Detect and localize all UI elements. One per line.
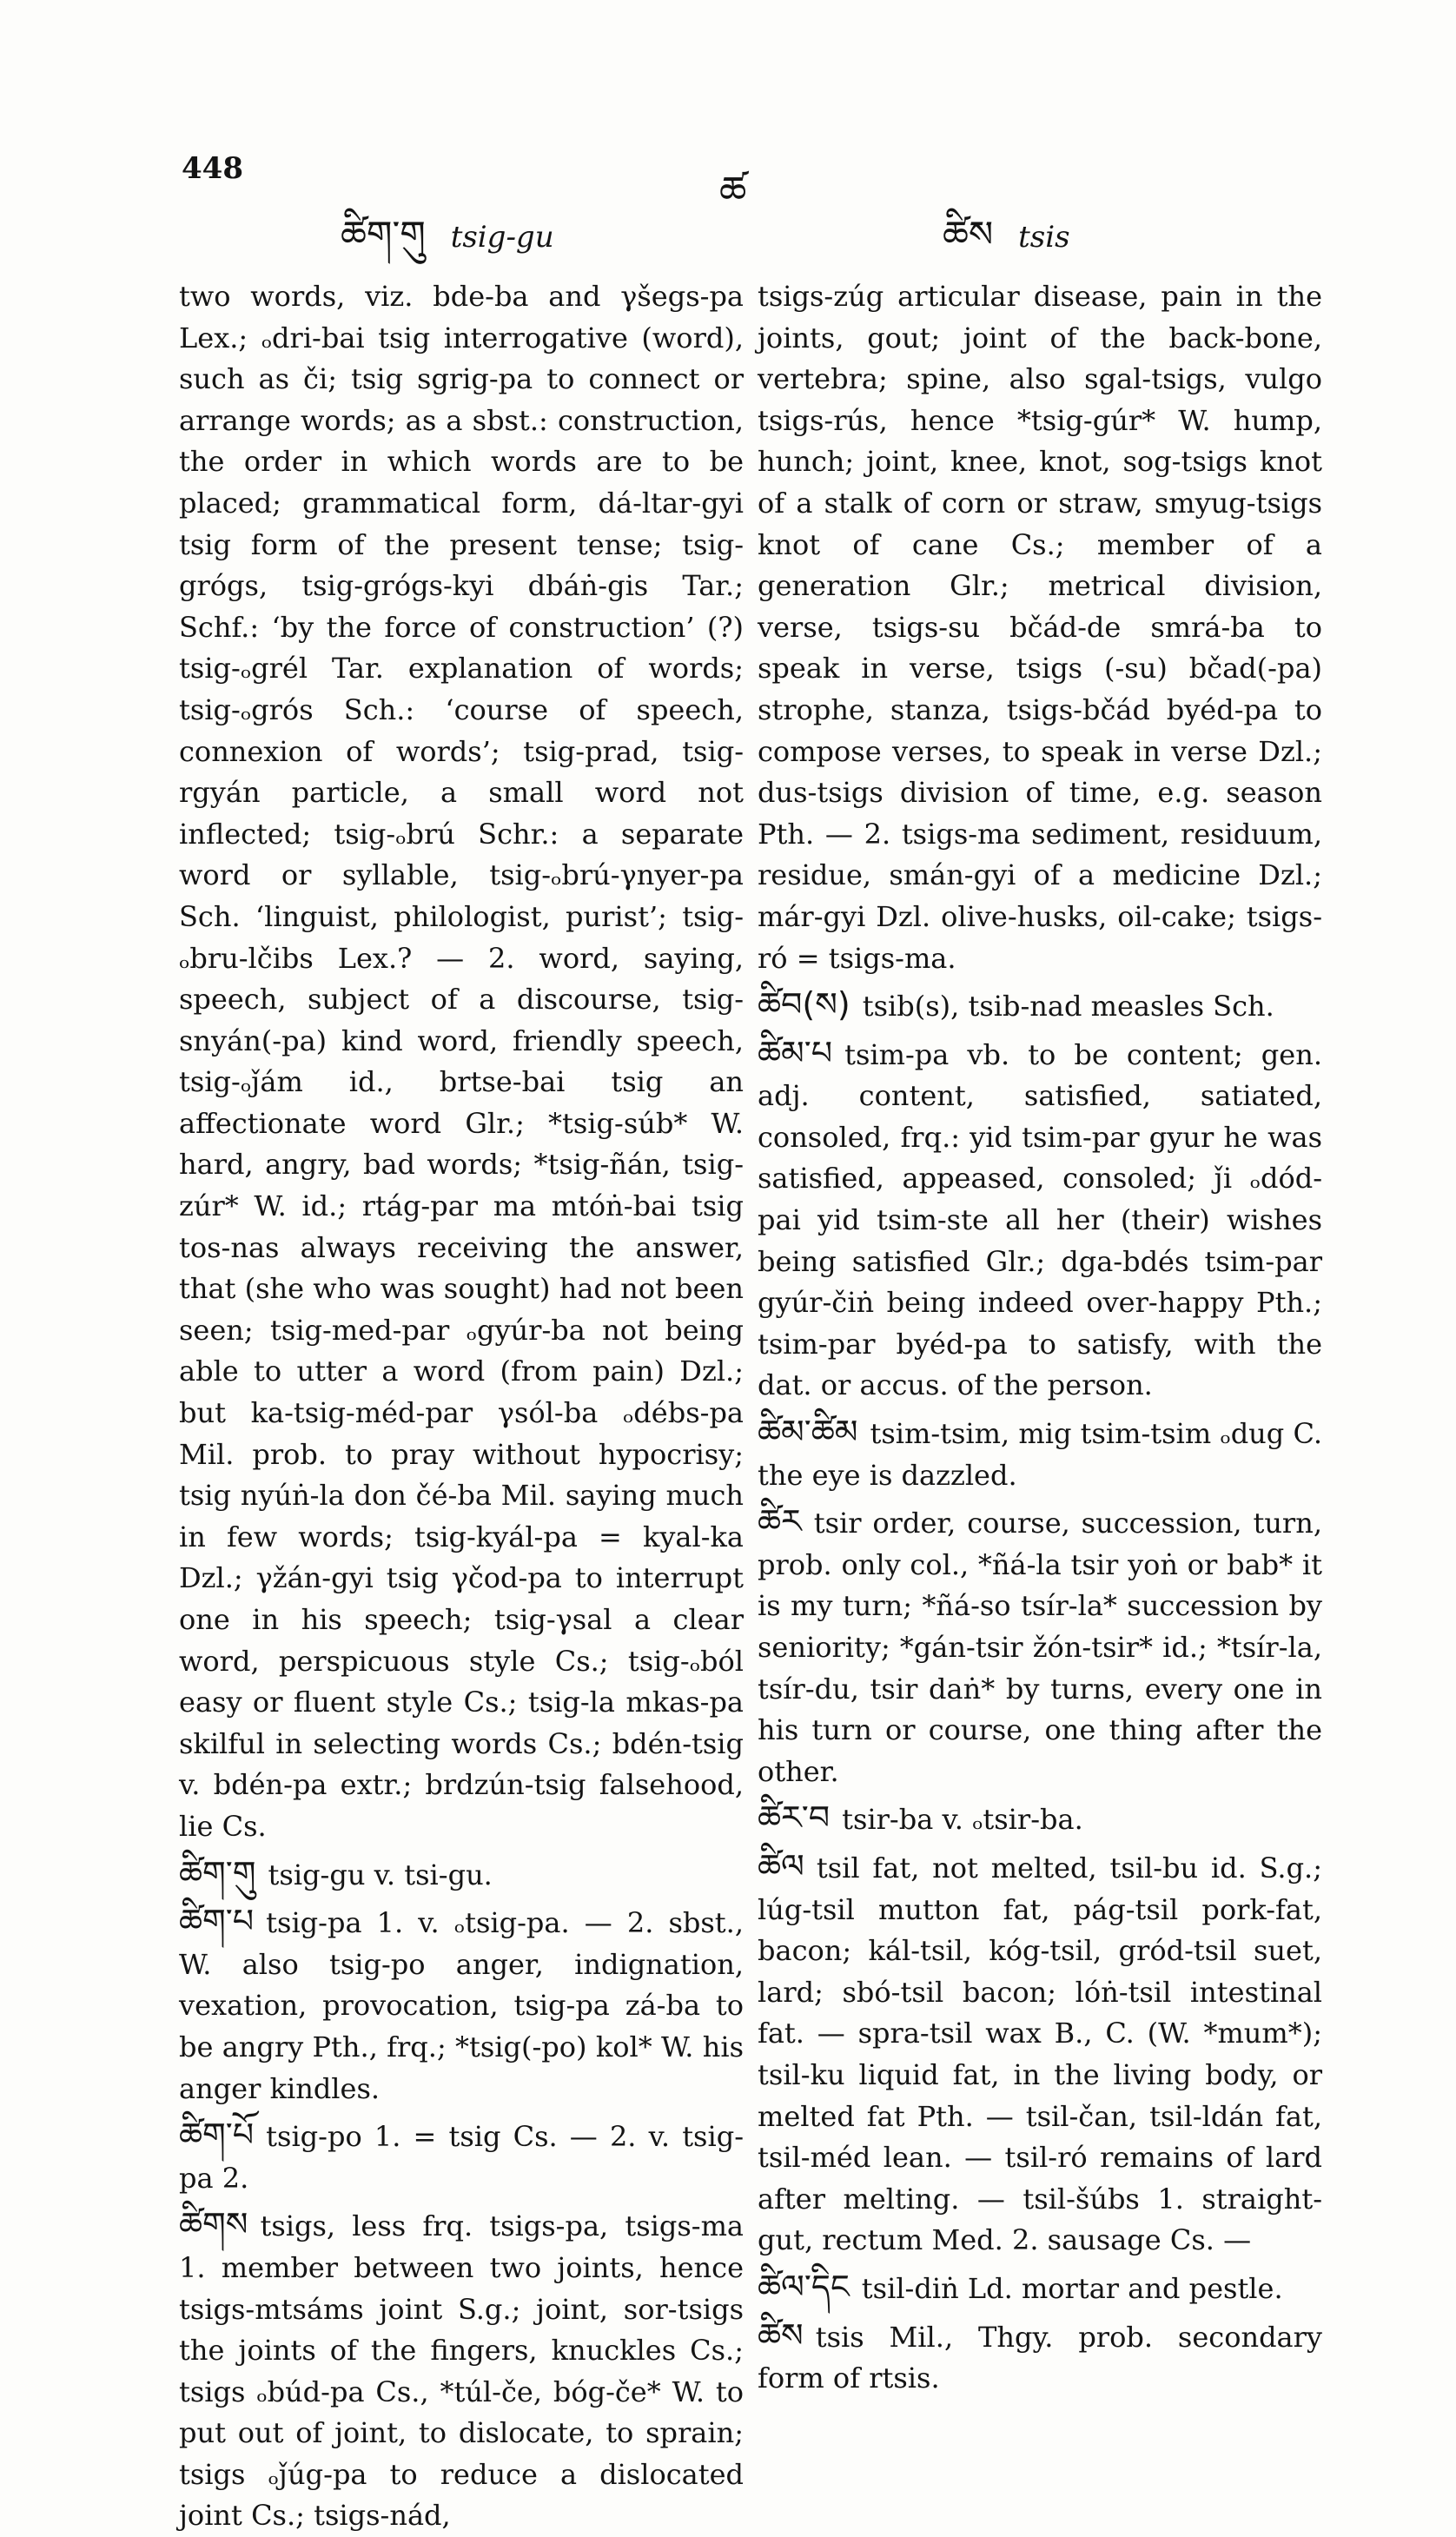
entry-text: tsis Mil., Thgy. prob. secondary form of rtsis. xyxy=(758,2320,1322,2395)
entry-text: tsir order, course, succession, turn, prob. only col., *ñá-la tsir yoṅ or bab* it is my turn; *ñá-so tsír-la* succession by seniority; *gán-tsir žón-tsir* id.; *tsír-la, tsír-du, tsir daṅ* by turns, every one in his turn or course, one thing after the other. xyxy=(758,1507,1322,1788)
dictionary-entry xyxy=(179,2204,744,2537)
entry-tibetan: ཚིག་པོ xyxy=(179,2116,255,2155)
entry-text: tsim-tsim, mig tsim-tsim ₒdug C. the eye is dazzled. xyxy=(758,1417,1322,1492)
center-letter: ཚ xyxy=(719,169,747,213)
dictionary-entry xyxy=(179,276,744,1848)
dictionary-entry xyxy=(758,1033,1322,1407)
entry-tibetan: ཚིལ་དིང xyxy=(758,2267,850,2306)
entry-tibetan: ཚིར་བ xyxy=(758,1798,831,1838)
running-head-right-tibetan: ཚིས xyxy=(943,213,994,255)
entry-text: tsig-pa 1. v. ₒtsig-pa. — 2. sbst., W. also tsig-po anger, indignation, vexation, provocation, tsig-pa zá-ba to be angry Pth., frq.; *tsig(-po) kol* W. his anger kindles. xyxy=(179,1906,744,2105)
entry-tibetan: ཚིམ་པ xyxy=(758,1033,833,1072)
dictionary-entry xyxy=(758,1798,1322,1841)
dictionary-entry xyxy=(179,1853,744,1897)
entry-text: tsim-pa vb. to be content; gen. adj. content, satisfied, satiated, consoled, frq.: yid tsim-par gyur he was satisfied, appeased, consoled; ǰi ₒdód-pai yid tsim-ste all her (their) wishes being satisfied Glr.; dga-bdés tsim-par gyúr-čiṅ being indeed over-happy Pth.; tsim-par byéd-pa to satisfy, with the dat. or accus. of the person. xyxy=(758,1037,1322,1402)
entry-tibetan: ཚིག་གུ xyxy=(179,1853,256,1892)
entry-text: tsir-ba v. ₒtsir-ba. xyxy=(842,1803,1083,1837)
dictionary-entry xyxy=(179,1901,744,2110)
running-head-left-tibetan: ཚིག་གུ xyxy=(341,213,426,255)
left-column xyxy=(179,276,744,2537)
running-head-left-translit: tsig-gu xyxy=(450,220,554,255)
entry-tibetan: ཚིབ(ས) xyxy=(758,985,850,1024)
entry-tibetan: ཚིལ xyxy=(758,1846,804,1885)
dictionary-entry xyxy=(758,2267,1322,2310)
entry-text: tsil fat, not melted, tsil-bu id. S.g.; lúg-tsil mutton fat, pág-tsil pork-fat, bacon; kál-tsil, kóg-tsil, gród-tsil suet, lard; sbó-tsil bacon; lóṅ-tsil intestinal fat. — spra-tsil wax B., C. (W. *mum*); tsil-ku liquid fat, in the living body, or melted fat Pth. — tsil-čan, tsil-ldán fat, tsil-méd lean. — tsil-ró remains of lard after melting. — tsil-šúbs 1. straight-gut, rectum Med. 2. sausage Cs. — xyxy=(758,1851,1322,2257)
entry-text: tsigs, less frq. tsigs-pa, tsigs-ma 1. member between two joints, hence tsigs-mtsáms joint S.g.; joint, sor-tsigs the joints of the fingers, knuckles Cs.; tsigs ₒbúd-pa Cs., *túl-če, bóg-če* W. to put out of joint, to dislocate, to sprain; tsigs ₒǰúg-pa to reduce a dislocated joint Cs.; tsigs-nád, xyxy=(179,2209,744,2533)
entry-tibetan: ཚིར xyxy=(758,1502,802,1541)
dictionary-entry xyxy=(758,984,1322,1028)
page-number: 448 xyxy=(182,151,243,186)
entry-tibetan: ཚིག་པ xyxy=(179,1902,255,1941)
entry-text: tsigs-zúg articular disease, pain in the joints, gout; joint of the back-bone, vertebra; spine, also sgal-tsigs, vulgo tsigs-rús, hence *tsig-gúr* W. hump, hunch; joint, knee, knot, sog-tsigs knot of a stalk of corn or straw, smyug-tsigs knot of cane Cs.; member of a generation Glr.; metrical division, verse, tsigs-su bčád-de smrá-ba to speak in verse, tsigs (-su) bčad(-pa) strophe, stanza, tsigs-bčád byéd-pa to compose verses, to speak in verse Dzl.; dus-tsigs division of time, e.g. season Pth. — 2. tsigs-ma sediment, residuum, residue, smán-gyi of a medicine Dzl.; már-gyi Dzl. olive-husks, oil-cake; tsigs-ró = tsigs-ma. xyxy=(758,280,1322,975)
entry-text: tsig-gu v. tsi-gu. xyxy=(268,1858,493,1891)
entry-tibetan: ཚིམ་ཚིམ xyxy=(758,1413,858,1452)
entry-tibetan: ཚིས xyxy=(758,2315,804,2355)
dictionary-entry xyxy=(758,1412,1322,1496)
dictionary-entry xyxy=(179,2115,744,2199)
entry-tibetan: ཚིགས xyxy=(179,2205,248,2244)
entry-text: tsib(s), tsib-nad measles Sch. xyxy=(862,990,1274,1023)
entry-text: tsig-po 1. = tsig Cs. — 2. v. tsig-pa 2. xyxy=(179,2120,744,2195)
running-head-right-translit: tsis xyxy=(1018,220,1070,255)
dictionary-entry xyxy=(758,1501,1322,1792)
entry-text: tsil-diṅ Ld. mortar and pestle. xyxy=(861,2271,1283,2305)
entry-text: two words, viz. bde-ba and γšegs-pa Lex.; ₒdri-bai tsig interrogative (word), such as či; tsig sgrig-pa to connect or arrange words; as a sbst.: construction, the order in which words are to be placed; grammatical form, dá-ltar-gyi tsig form of the present tense; tsig-grógs, tsig-grógs-kyi dbáṅ-gis Tar.; Schf.: ‘by the force of construction’ (?) tsig-ₒgrél Tar. explanation of words; tsig-ₒgrós Sch.: ‘course of speech, connexion of words’; tsig-prad, tsig-rgyán particle, a small word not inflected; tsig-ₒbrú Schr.: a separate word or syllable, tsig-ₒbrú-γnyer-pa Sch. ‘linguist, philologist, purist’; tsig-ₒbru-lčibs Lex.? — 2. word, saying, speech, subject of a discourse, tsig-snyán(-pa) kind word, friendly speech, tsig-ₒǰám id., brtse-bai tsig an affectionate word Glr.; *tsig-súb* W. hard, angry, bad words; *tsig-ñán, tsig-zúr* W. id.; rtág-par ma mtóṅ-bai tsig tos-nas always receiving the answer, that (she who was sought) had not been seen; tsig-med-par ₒgyúr-ba not being able to utter a word (from pain) Dzl.; but ka-tsig-méd-par γsól-ba ₒdébs-pa Mil. prob. to pray without hypocrisy; tsig nyúṅ-la don čé-ba Mil. saying much in few words; tsig-kyál-pa = kyal-ka Dzl.; γžán-gyi tsig γčod-pa to interrupt one in his speech; tsig-γsal a clear word, perspicuous style Cs.; tsig-ₒból easy or fluent style Cs.; tsig-la mkas-pa skilful in selecting words Cs.; bdén-tsig v. bdén-pa extr.; brdzún-tsig falsehood, lie Cs. xyxy=(179,280,744,1843)
dictionary-entry xyxy=(758,1846,1322,2262)
dictionary-entry xyxy=(758,2315,1322,2400)
right-column xyxy=(758,276,1322,2400)
dictionary-entry xyxy=(758,276,1322,979)
